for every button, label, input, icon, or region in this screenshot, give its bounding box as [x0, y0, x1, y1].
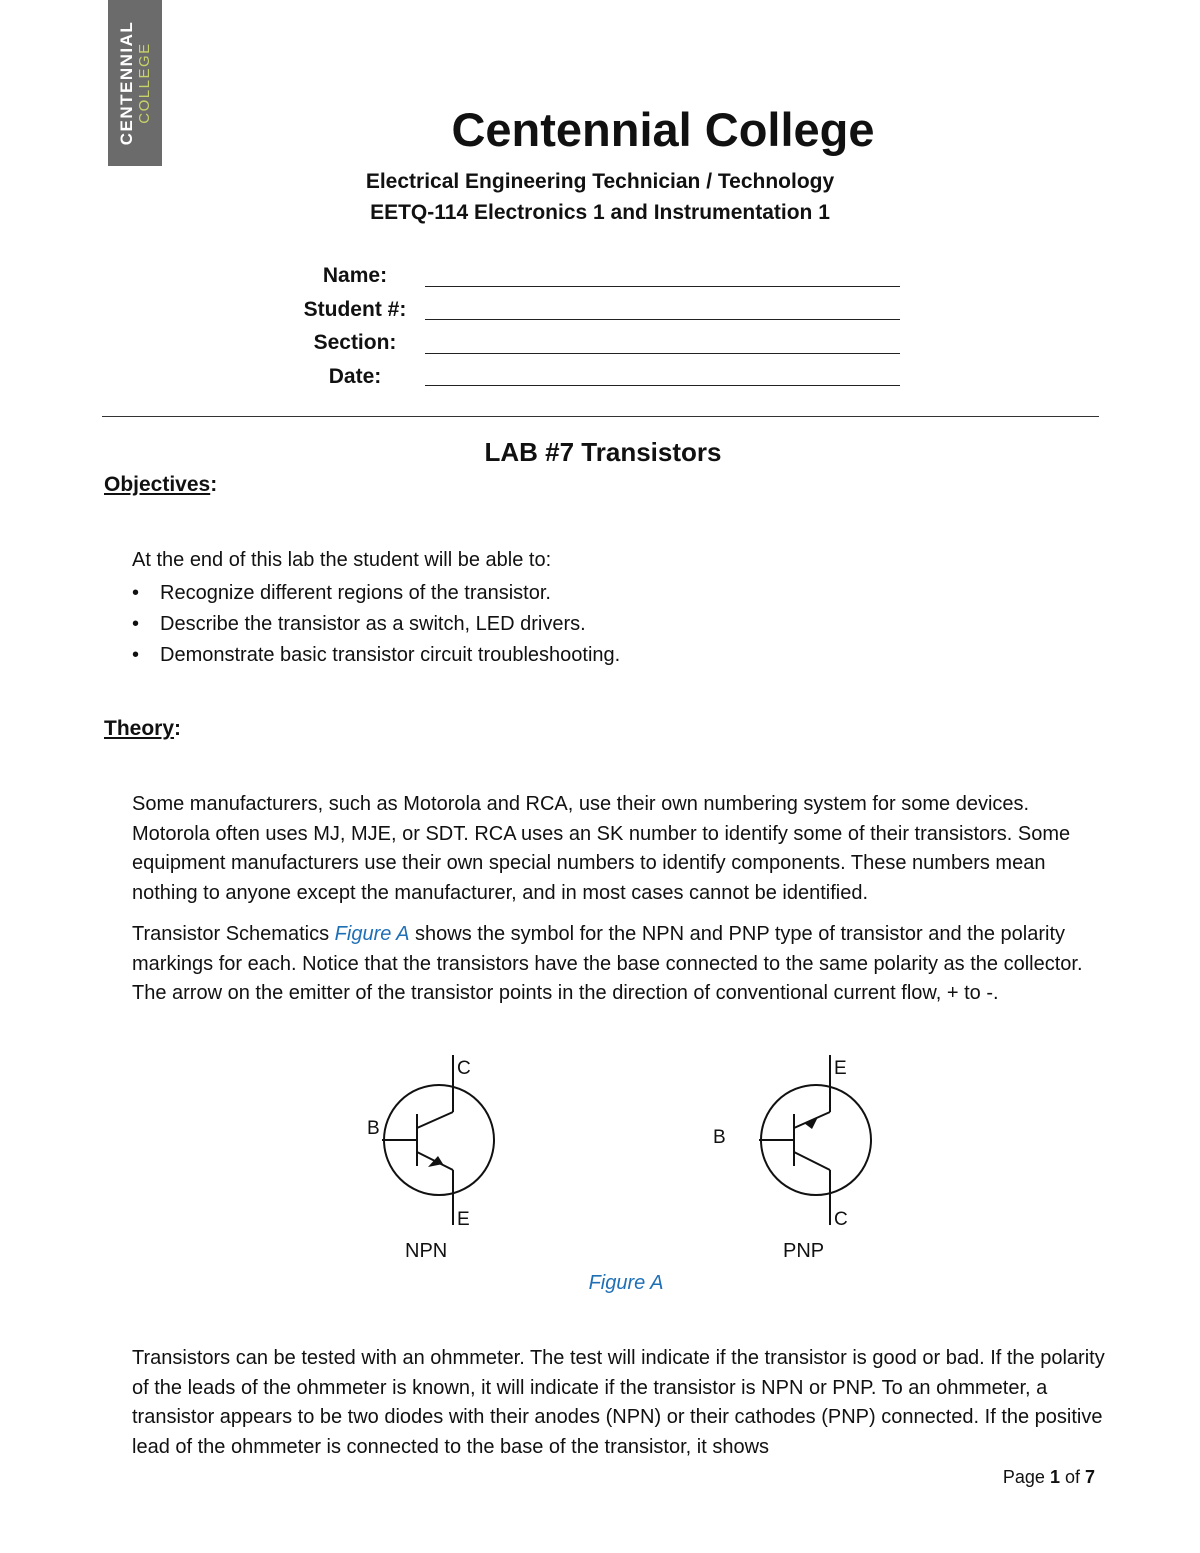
theory-paragraph-2: Transistor Schematics Figure A shows the symbol for the NPN and PNP type of transistor and the polarity markings for each. Notice that the transistors have the base connected to the same polarity as the collector. The arrow on the emitter of the transistor points in the direction of conventional current flow, + to -.	[132, 923, 1083, 1005]
npn-collector-label: C	[457, 1058, 471, 1079]
pnp-emitter-label: E	[834, 1058, 847, 1079]
date-label: Date:	[328, 365, 382, 388]
npn-label: NPN	[405, 1240, 448, 1262]
theory-paragraph-3: Transistors can be tested with an ohmmeter. The test will indicate if the transistor is good or bad. If the polarity of the leads of the ohmmeter is known, it will indicate if the transistor is NPN or PNP. To an ohmmeter, a transistor appears to be two diodes with their anodes (NPN) or their cathodes (PNP) connected. If the positive lead of the ohmmeter is connected to the base of the transistor, it shows	[132, 1347, 1105, 1459]
date-field[interactable]	[425, 385, 900, 386]
theory-paragraph-1: Some manufacturers, such as Motorola and RCA, use their own numbering system for some devices. Motorola often uses MJ, MJE, or SDT. RCA uses an SK number to identify some of their transistors. Some equipment manufacturers use their own special numbers to identify components. These numbers mean nothing to anyone except the manufacturer, and in most cases cannot be identified.	[132, 793, 1071, 905]
section-field[interactable]	[425, 353, 900, 354]
figure-a-link[interactable]: Figure A	[334, 923, 410, 945]
program-name: Electrical Engineering Technician / Technology	[365, 170, 835, 193]
objectives-intro: At the end of this lab the student will be able to:	[132, 549, 552, 571]
pnp-collector-label: C	[834, 1209, 848, 1230]
pnp-label: PNP	[783, 1240, 825, 1262]
theory-heading: Theory:	[104, 717, 182, 740]
objectives-list	[132, 578, 620, 671]
section-label: Section:	[313, 331, 397, 354]
logo-line-1: CENTENNIAL	[117, 20, 136, 146]
npn-emitter-label: E	[457, 1209, 470, 1230]
logo-line-2: COLLEGE	[136, 42, 153, 124]
pnp-emitter-arrow-icon	[804, 1117, 818, 1129]
list-item: • Describe the transistor as a switch, LED drivers.	[132, 609, 620, 640]
header-divider	[102, 416, 1099, 417]
student-number-field[interactable]	[425, 319, 900, 320]
lab-title: LAB #7 Transistors	[484, 437, 722, 467]
objectives-heading: Objectives:	[104, 473, 218, 496]
pnp-symbol	[759, 1055, 871, 1225]
college-title: Centennial College	[451, 103, 875, 156]
figure-caption: Figure A	[588, 1272, 664, 1294]
page-number: Page 1 of 7	[1002, 1467, 1095, 1487]
npn-base-label: B	[367, 1118, 380, 1139]
name-field[interactable]	[425, 286, 900, 287]
course-name: EETQ-114 Electronics 1 and Instrumentation 1	[370, 201, 830, 224]
list-item: • Demonstrate basic transistor circuit troubleshooting.	[132, 640, 620, 671]
student-number-label: Student #:	[303, 298, 407, 321]
npn-symbol	[382, 1055, 494, 1225]
list-item: • Recognize different regions of the transistor.	[132, 578, 620, 609]
pnp-base-label: B	[713, 1127, 726, 1148]
transistor-schematics-figure	[355, 1050, 895, 1265]
name-label: Name:	[322, 264, 388, 287]
